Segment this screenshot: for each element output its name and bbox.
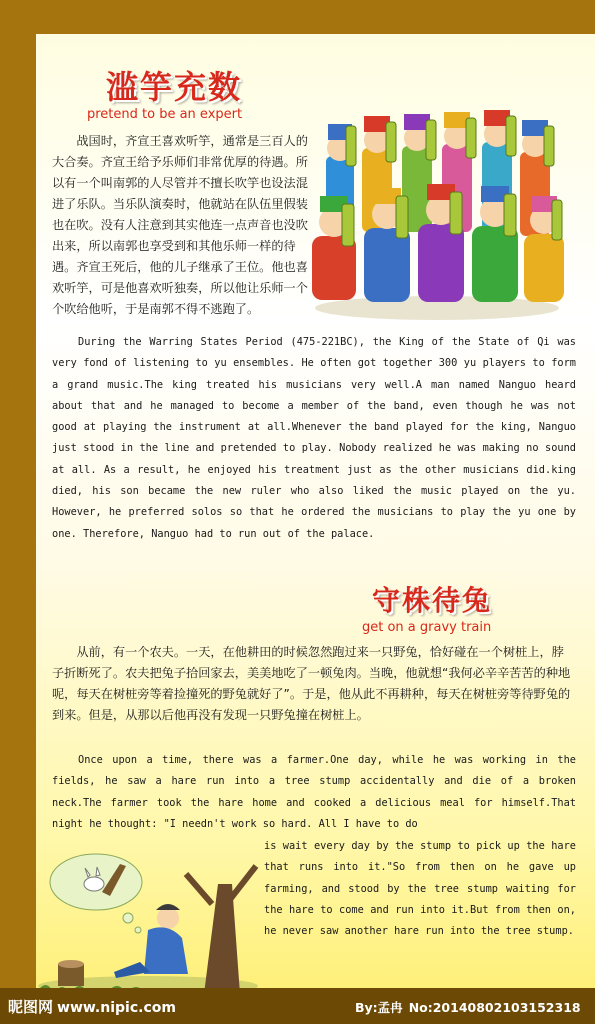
story2-title-en: get on a gravy train	[362, 620, 492, 635]
story1-text-en: During the Warring States Period (475-221BC), the King of the State of Qi was very fond of listening to yu ensembles. He often got together 300 yu players to form a grand music.The king treated his musicians very well.A man named Nanguo heard about that and he managed to become a member of the band, even though he was not good at playing the instrument at all.Whenever the band played for the king, Nanguo just stood in the line and pretended to play. Nobody realized he was making no sound at all. As a result, he enjoyed his treatment just as the other musicians did.king died, his son became the new ruler who also liked the music played on the yu. However, he preferred solos so that he ordered the musicians to play the yu one by one. Therefore, Nanguo had to run out of the palace.	[52, 336, 576, 540]
farmer-illustration	[36, 844, 262, 988]
story2-title-cn: 守株待兔	[372, 584, 493, 617]
story2-text-cn: 从前，有一个农夫。一天，在他耕田的时候忽然跑过来一只野兔，恰好碰在一个树桩上，脖子折断死了。农夫把兔子拾回家去，美美地吃了一顿兔肉。当晚，他就想“我何必辛辛苦苦的种地呢，每天在树桩旁等着捡撞死的野兔就好了”。于是，他从此不再耕种，每天在树桩旁等待野兔的到来。但是，从那以后他再没有发现一只野兔撞在树桩上。	[52, 645, 571, 722]
poster	[36, 34, 595, 988]
footer-credit	[355, 998, 581, 1016]
story1-text-cn: 战国时，齐宣王喜欢听竽，通常是三百人的大合奏。齐宣王给予乐师们非常优厚的待遇。所以有一个叫南郭的人尽管并不擅长吹竽也设法混进了乐队。当乐队演奏时，他就站在队伍里假装也在吹。没有人注意到其实他连一点声音也没吹出来，所以南郭也享受到和其他乐师一样的待遇。齐宣王死后，他的儿子继承了王位。他也喜欢听竽，可是他喜欢听独奏，所以他让乐师一个个吹给他听，于是南郭不得不逃跑了。	[52, 134, 308, 316]
footer-bar	[0, 988, 595, 1024]
site-url[interactable]: www.nipic.com	[57, 1000, 176, 1016]
image-id-label: No:20140802103152318	[408, 1000, 581, 1015]
site-name: 昵图网	[8, 998, 54, 1016]
story1-title-en: pretend to be an expert	[87, 107, 243, 122]
story2-text-en-b: is wait every day by the stump to pick up the hare that runs into it."So from then on he gave up farming, and stood by the tree stump waiting for the hare to come and run into it.But from then on, he never saw another hare run into the tree stump.	[264, 840, 576, 938]
footer-site	[8, 996, 176, 1017]
author-label: By:孟冉	[355, 1000, 403, 1015]
musicians-illustration	[306, 96, 568, 320]
story2-text-en-a: Once upon a time, there was a farmer.One day, while he was working in the fields, he saw a hare run into a tree stump accidentally and die of a broken neck.The farmer took the hare home and cooked a delicious meal for himself.That night he thought: "I needn't work so hard. All I have to do	[52, 754, 576, 830]
story1-title-cn: 滥竽充数	[106, 68, 243, 106]
